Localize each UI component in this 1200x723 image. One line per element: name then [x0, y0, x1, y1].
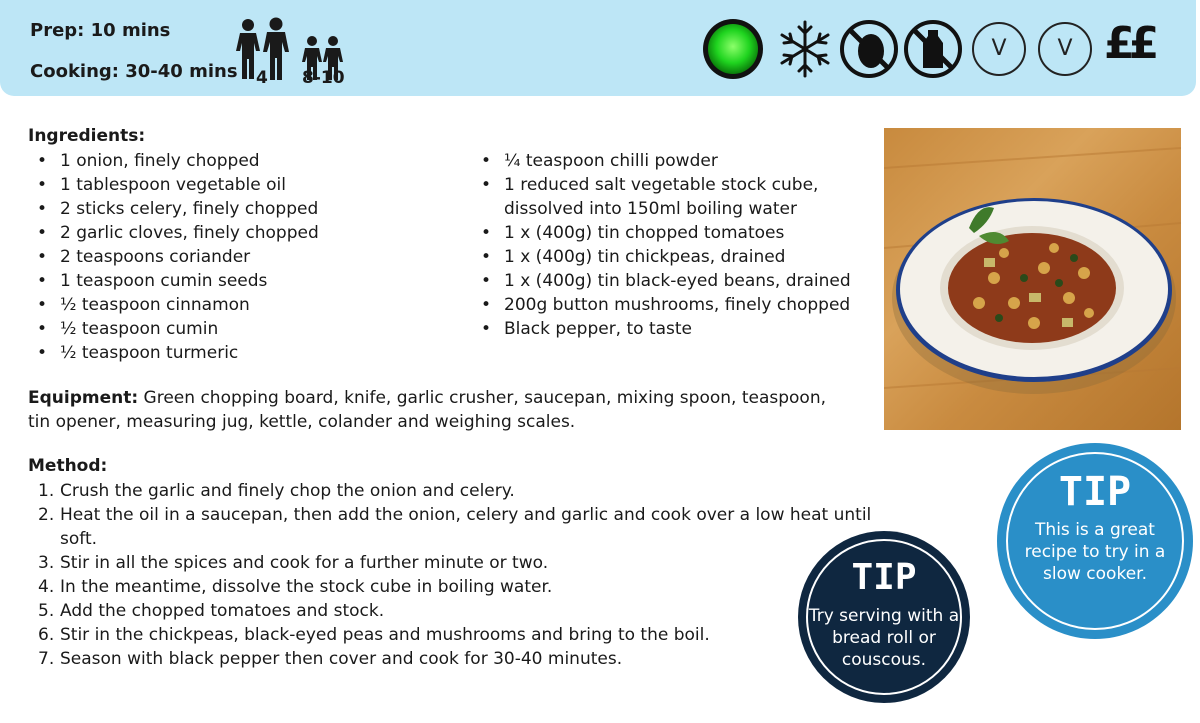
- ingredient-item: • 200g button mushrooms, finely chopped: [474, 293, 864, 317]
- tip-badge-slow-cooker: [997, 443, 1193, 639]
- method-step: [30, 575, 910, 599]
- stew-bowl-image: [884, 128, 1181, 430]
- step-number: 1.: [38, 481, 55, 501]
- prep-time: Prep: 10 mins: [30, 20, 171, 41]
- recipe-photo: [884, 128, 1181, 430]
- ingredient-item: • 1 onion, finely chopped: [30, 149, 450, 173]
- method-step: [30, 479, 910, 503]
- tip-heading: TIP: [1058, 469, 1132, 515]
- ingredients-list-right: [474, 149, 864, 341]
- step-text: Crush the garlic and finely chop the onion and celery.: [60, 481, 515, 501]
- ingredient-item: • 2 teaspoons coriander: [30, 245, 450, 269]
- step-number: 2.: [38, 505, 55, 525]
- tip-badge-serving: [798, 531, 970, 703]
- method-step: [30, 623, 910, 647]
- ingredient-item: • 1 tablespoon vegetable oil: [30, 173, 450, 197]
- ingredient-item: • Black pepper, to taste: [474, 317, 864, 341]
- step-text: Stir in all the spices and cook for a further minute or two.: [60, 553, 549, 573]
- step-text: Season with black pepper then cover and cook for 30-40 minutes.: [60, 649, 623, 669]
- equipment-text: Green chopping board, knife, garlic crusher, saucepan, mixing spoon, teaspoon, tin opener, measuring jug, kettle, colander and weighing scales.: [28, 388, 827, 432]
- egg-free-icon: [838, 18, 900, 80]
- ingredient-item: • 2 sticks celery, finely chopped: [30, 197, 450, 221]
- method-step: [30, 503, 910, 551]
- ingredient-item: • 2 garlic cloves, finely chopped: [30, 221, 450, 245]
- step-number: 6.: [38, 625, 55, 645]
- tip-text: Try serving with a bread roll or couscous.: [808, 606, 960, 670]
- method-title: Method:: [28, 456, 108, 476]
- serves-adults: 4: [256, 68, 268, 88]
- price-icon: ££: [1104, 18, 1154, 69]
- ingredient-item: • 1 reduced salt vegetable stock cube, dissolved into 150ml boiling water: [474, 173, 864, 221]
- equipment-section: [28, 386, 848, 434]
- equipment-label: Equipment:: [28, 388, 139, 408]
- ingredients-list-left: [30, 149, 450, 365]
- step-text: Add the chopped tomatoes and stock.: [60, 601, 385, 621]
- method-step: [30, 647, 910, 671]
- serves-children: 8-10: [302, 68, 345, 88]
- step-text: Stir in the chickpeas, black-eyed peas and mushrooms and bring to the boil.: [60, 625, 710, 645]
- step-number: 5.: [38, 601, 55, 621]
- ingredient-item: • 1 x (400g) tin chopped tomatoes: [474, 221, 864, 245]
- step-number: 4.: [38, 577, 55, 597]
- dairy-free-icon: [902, 18, 964, 80]
- traffic-light-green-icon: [702, 18, 764, 80]
- ingredient-item: • ½ teaspoon cinnamon: [30, 293, 450, 317]
- step-text: Heat the oil in a saucepan, then add the onion, celery and garlic and cook over a low heat until soft.: [60, 505, 872, 549]
- step-text: In the meantime, dissolve the stock cube in boiling water.: [60, 577, 553, 597]
- method-steps: [30, 479, 910, 671]
- ingredient-item: • 1 x (400g) tin chickpeas, drained: [474, 245, 864, 269]
- recipe-header: [0, 0, 1196, 96]
- vegetarian-icon: V: [972, 22, 1026, 76]
- method-step: [30, 551, 910, 575]
- ingredient-item: • 1 teaspoon cumin seeds: [30, 269, 450, 293]
- ingredient-item: • 1 x (400g) tin black-eyed beans, drained: [474, 269, 864, 293]
- freezable-snowflake-icon: [774, 18, 836, 80]
- step-number: 7.: [38, 649, 55, 669]
- method-step: [30, 599, 910, 623]
- tip-text: This is a great recipe to try in a slow cooker.: [1024, 520, 1166, 584]
- ingredient-item: • ¼ teaspoon chilli powder: [474, 149, 864, 173]
- ingredient-item: • ½ teaspoon cumin: [30, 317, 450, 341]
- ingredient-item: • ½ teaspoon turmeric: [30, 341, 450, 365]
- ingredients-title: Ingredients:: [28, 126, 146, 146]
- cooking-time: Cooking: 30-40 mins: [30, 61, 238, 82]
- vegan-icon: V: [1038, 22, 1092, 76]
- step-number: 3.: [38, 553, 55, 573]
- tip-heading: TIP: [851, 557, 917, 598]
